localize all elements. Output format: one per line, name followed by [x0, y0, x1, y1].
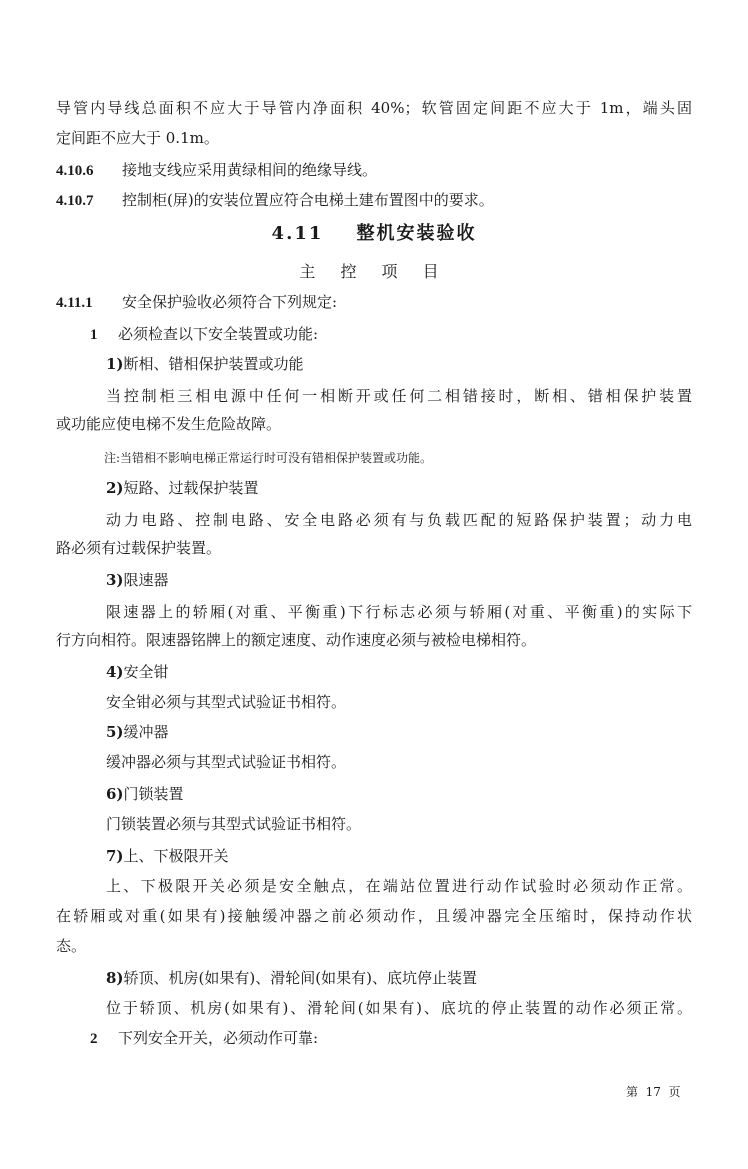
page-number: 第 17 页: [626, 1085, 681, 1099]
clause-text: 安全保护验收必须符合下列规定:: [122, 293, 338, 311]
list-item-1: [90, 324, 318, 345]
clause-text: 控制柜(屏)的安装位置应符合电梯土建布置图中的要求。: [122, 191, 494, 209]
sub-item-title: [106, 478, 259, 498]
clause-4-10-6: [56, 160, 377, 181]
paragraph-line: 当控制柜三相电源中任何一相断开或任何二相错接时，断相、错相保护装置: [106, 387, 692, 405]
paragraph-line: 或功能应使电梯不发生危险故障。: [56, 415, 282, 433]
sub-item-number: 4): [106, 663, 124, 681]
item-text: 必须检查以下安全装置或功能:: [118, 325, 319, 343]
paragraph-line: 上、下极限开关必须是安全触点，在端站位置进行动作试验时必须动作正常。: [106, 877, 692, 895]
sub-item-title: [106, 784, 184, 804]
note: 注:当错相不影响电梯正常运行时可没有错相保护装置或功能。: [104, 451, 433, 465]
subheading: 主 控 项 目: [299, 262, 449, 281]
clause-number: 4.10.7: [56, 193, 94, 209]
paragraph-line: 安全钳必须与其型式试验证书相符。: [106, 693, 347, 711]
sub-item-title-text: 短路、过载保护装置: [123, 479, 259, 497]
paragraph-line: 缓冲器必须与其型式试验证书相符。: [106, 753, 347, 771]
paragraph-line: 路必须有过载保护装置。: [56, 539, 222, 557]
sub-item-title: [106, 354, 304, 374]
sub-item-title: [106, 722, 169, 742]
sub-item-title-text: 安全钳: [123, 663, 169, 681]
section-heading: 4.11 整机安装验收: [271, 223, 477, 244]
sub-item-title-text: 缓冲器: [123, 723, 169, 741]
paragraph-line: 门锁装置必须与其型式试验证书相符。: [106, 815, 362, 833]
clause-4-11-1: [56, 292, 337, 313]
sub-item-title-text: 门锁装置: [123, 785, 184, 803]
clause-text: 接地支线应采用黄绿相间的绝缘导线。: [122, 161, 378, 179]
paragraph-line: 动力电路、控制电路、安全电路必须有与负载匹配的短路保护装置；动力电: [106, 511, 692, 529]
paragraph-line: 态。: [56, 937, 87, 955]
sub-item-number: 1): [106, 355, 124, 373]
paragraph-line: 行方向相符。限速器铭牌上的额定速度、动作速度必须与被检电梯相符。: [56, 631, 537, 649]
item-number: 1: [90, 327, 98, 343]
sub-item-number: 3): [106, 571, 124, 589]
clause-4-10-7: [56, 190, 494, 211]
sub-item-number: 6): [106, 785, 124, 803]
item-text: 下列安全开关，必须动作可靠:: [118, 1029, 319, 1047]
sub-item-title-text: 断相、错相保护装置或功能: [123, 355, 304, 373]
sub-item-number: 5): [106, 723, 124, 741]
sub-item-title: [106, 570, 169, 590]
item-number: 2: [90, 1031, 98, 1047]
sub-item-title: [106, 968, 477, 988]
paragraph-line: 在轿厢或对重(如果有)接触缓冲器之前必须动作，且缓冲器完全压缩时，保持动作状: [56, 907, 692, 925]
paragraph-line: 导管内导线总面积不应大于导管内净面积 40%；软管固定间距不应大于 1m，端头固: [56, 99, 692, 117]
sub-item-number: 8): [106, 969, 124, 987]
sub-item-title-text: 轿顶、机房(如果有)、滑轮间(如果有)、底坑停止装置: [123, 969, 477, 987]
sub-item-number: 7): [106, 847, 124, 865]
sub-item-title-text: 限速器: [123, 571, 169, 589]
paragraph-line: 位于轿顶、机房(如果有)、滑轮间(如果有)、底坑的停止装置的动作必须正常。: [106, 999, 692, 1017]
clause-number: 4.11.1: [56, 295, 93, 311]
sub-item-number: 2): [106, 479, 124, 497]
sub-item-title: [106, 846, 229, 866]
clause-number: 4.10.6: [56, 163, 94, 179]
list-item-2: [90, 1028, 318, 1049]
sub-item-title-text: 上、下极限开关: [123, 847, 229, 865]
paragraph-line: 定间距不应大于 0.1m。: [56, 129, 219, 147]
paragraph-line: 限速器上的轿厢(对重、平衡重)下行标志必须与轿厢(对重、平衡重)的实际下: [106, 603, 692, 621]
sub-item-title: [106, 662, 169, 682]
